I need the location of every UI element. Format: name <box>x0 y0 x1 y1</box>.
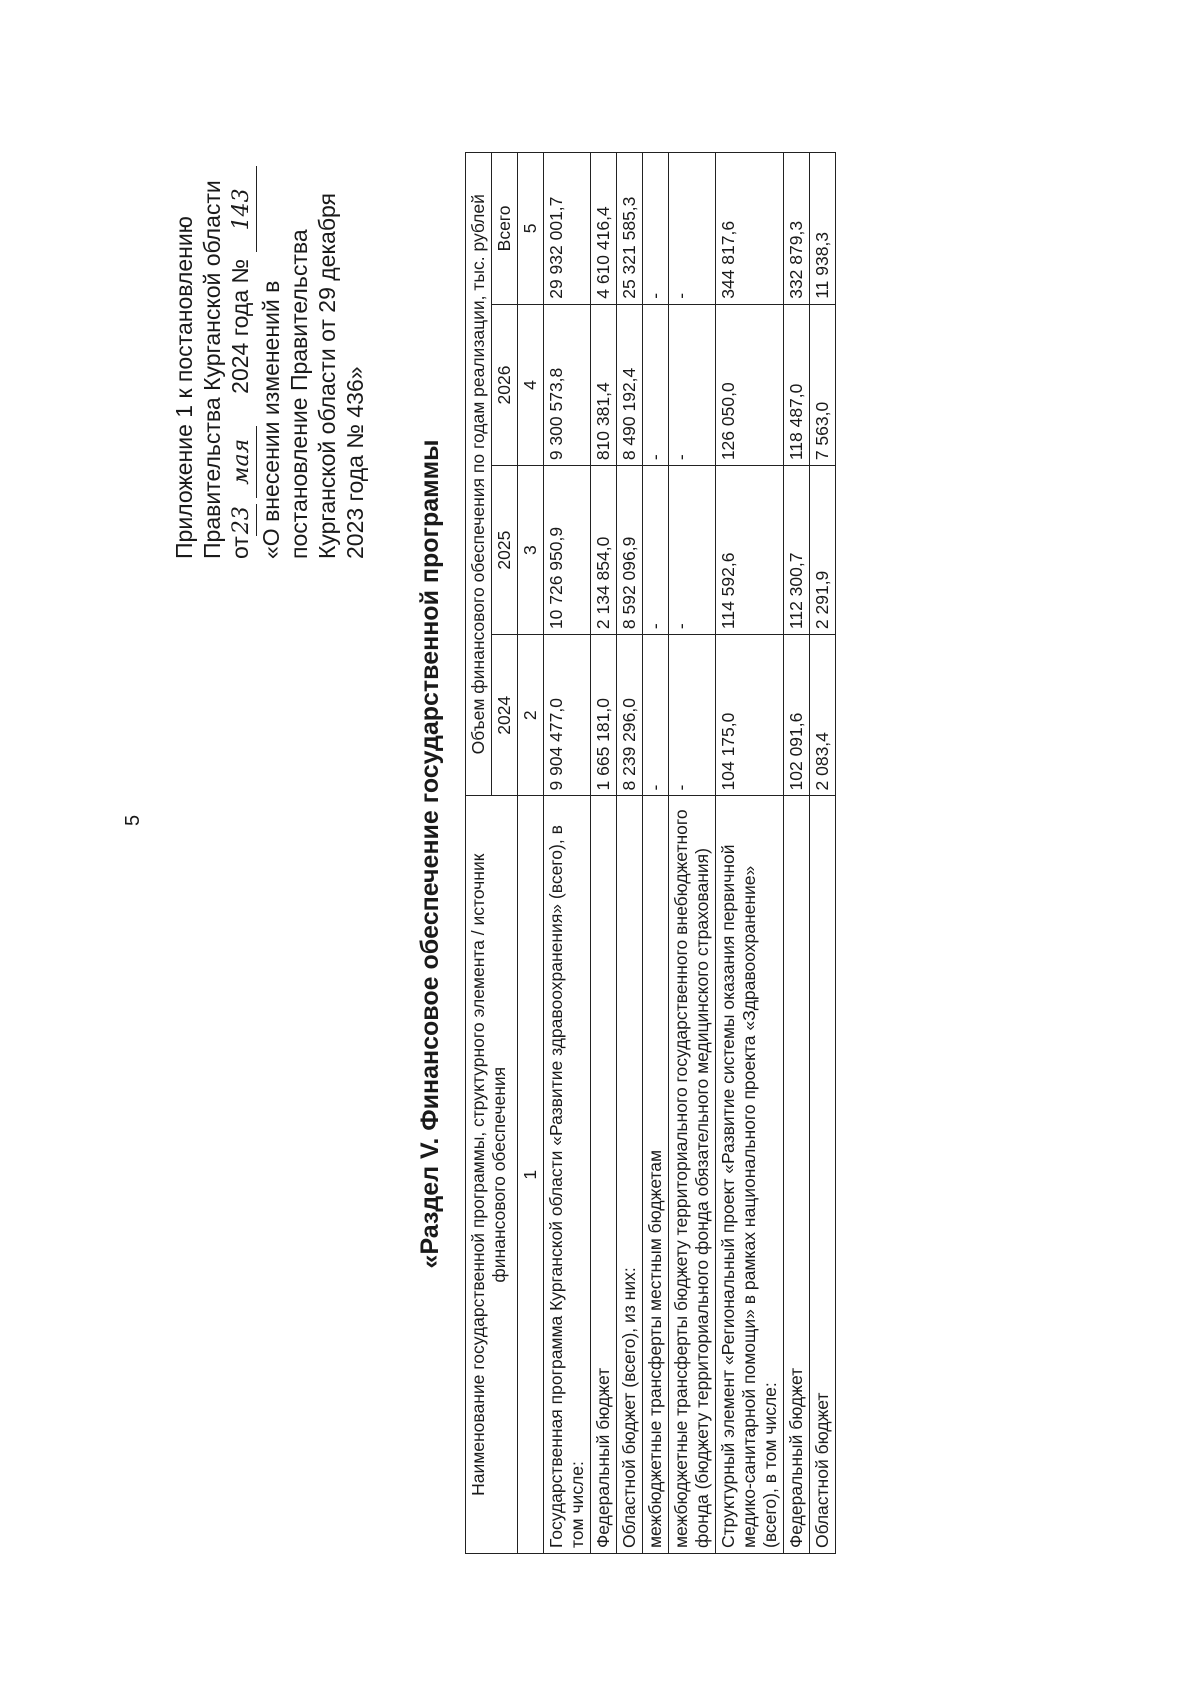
cell-2024: 2 083,4 <box>810 635 836 796</box>
appendix-line-7: 2023 года № 436» <box>342 366 368 559</box>
appendix-line-5: постановление Правительства <box>286 229 312 559</box>
cell-2026: 7 563,0 <box>810 304 836 465</box>
table-row <box>716 153 784 1554</box>
appendix-line-2: Правительства Курганской области <box>199 180 225 559</box>
cell-2024: 1 665 181,0 <box>591 635 617 796</box>
header-year: 2026 <box>492 304 518 465</box>
section-title: «Раздел V. Финансовое обеспечение государственной программы <box>416 439 444 1269</box>
header-volume: Объем финансового обеспечения по годам реализации, тыс. рублей <box>466 153 492 796</box>
cell-2026: 118 487,0 <box>784 304 810 465</box>
appendix-line-6: Курганской области от 29 декабря <box>314 193 340 559</box>
cell-total: - <box>669 153 716 305</box>
row-name: Областной бюджет <box>810 796 836 1554</box>
row-name: межбюджетные трансферты местным бюджетам <box>643 796 669 1554</box>
cell-total: 25 321 585,3 <box>617 153 643 305</box>
column-number: 4 <box>518 304 544 465</box>
appendix-date-line <box>226 129 257 559</box>
row-name: Областной бюджет (всего), из них: <box>617 796 643 1554</box>
header-row-1 <box>466 153 492 1554</box>
cell-2024: - <box>643 635 669 796</box>
cell-2024: 104 175,0 <box>716 635 784 796</box>
row-name: Государственная программа Курганской области «Развитие здравоохранения» (всего), в том числе: <box>544 796 591 1554</box>
cell-2025: 2 134 854,0 <box>591 466 617 635</box>
handwritten-number: 143 <box>226 166 257 252</box>
row-name: Федеральный бюджет <box>591 796 617 1554</box>
header-year: 2025 <box>492 466 518 635</box>
row-name: межбюджетные трансферты бюджету территориального государственного внебюджетного фонда (бюджету территориального фонда обязательного медицинского страхования) <box>669 796 716 1554</box>
cell-2024: 9 904 477,0 <box>544 635 591 796</box>
table-row <box>810 153 836 1554</box>
cell-total: - <box>643 153 669 305</box>
cell-2026: - <box>643 304 669 465</box>
appendix-year: 2024 года № <box>227 258 253 394</box>
table-row <box>544 153 591 1554</box>
cell-total: 11 938,3 <box>810 153 836 305</box>
cell-2025: 2 291,9 <box>810 466 836 635</box>
cell-2026: 8 490 192,4 <box>617 304 643 465</box>
cell-2025: - <box>669 466 716 635</box>
row-name: Федеральный бюджет <box>784 796 810 1554</box>
cell-2024: 8 239 296,0 <box>617 635 643 796</box>
header-total: Всего <box>492 153 518 305</box>
cell-total: 4 610 416,4 <box>591 153 617 305</box>
cell-2025: 8 592 096,9 <box>617 466 643 635</box>
cell-2026: - <box>669 304 716 465</box>
appendix-block <box>170 129 369 559</box>
cell-2024: - <box>669 635 716 796</box>
column-number: 5 <box>518 153 544 305</box>
table-row <box>617 153 643 1554</box>
column-number: 2 <box>518 635 544 796</box>
cell-2026: 126 050,0 <box>716 304 784 465</box>
table-row <box>643 153 669 1554</box>
header-year: 2024 <box>492 635 518 796</box>
table-row <box>669 153 716 1554</box>
handwritten-day: 23 <box>226 504 257 536</box>
cell-total: 344 817,6 <box>716 153 784 305</box>
appendix-from: от <box>227 536 253 559</box>
table-row <box>591 153 617 1554</box>
appendix-line-1: Приложение 1 к постановлению <box>171 216 197 559</box>
column-number: 3 <box>518 466 544 635</box>
cell-2025: 10 726 950,9 <box>544 466 591 635</box>
appendix-line-4: «О внесении изменений в <box>258 280 284 559</box>
cell-2025: - <box>643 466 669 635</box>
header-name: Наименование государственной программы, структурного элемента / источник финансового обеспечения <box>466 796 518 1554</box>
cell-2024: 102 091,6 <box>784 635 810 796</box>
financing-table <box>465 152 836 1554</box>
cell-total: 332 879,3 <box>784 153 810 305</box>
page-number: 5 <box>122 814 144 826</box>
table-row <box>784 153 810 1554</box>
cell-2025: 114 592,6 <box>716 466 784 635</box>
cell-total: 29 932 001,7 <box>544 153 591 305</box>
handwritten-month: мая <box>226 426 257 498</box>
column-number: 1 <box>518 796 544 1554</box>
cell-2026: 810 381,4 <box>591 304 617 465</box>
row-name: Структурный элемент «Региональный проект «Развитие системы оказания первичной медико-санитарной помощи» в рамках национального проекта «Здравоохранение» (всего), в том числе: <box>716 796 784 1554</box>
cell-2026: 9 300 573,8 <box>544 304 591 465</box>
column-number-row <box>518 153 544 1554</box>
cell-2025: 112 300,7 <box>784 466 810 635</box>
